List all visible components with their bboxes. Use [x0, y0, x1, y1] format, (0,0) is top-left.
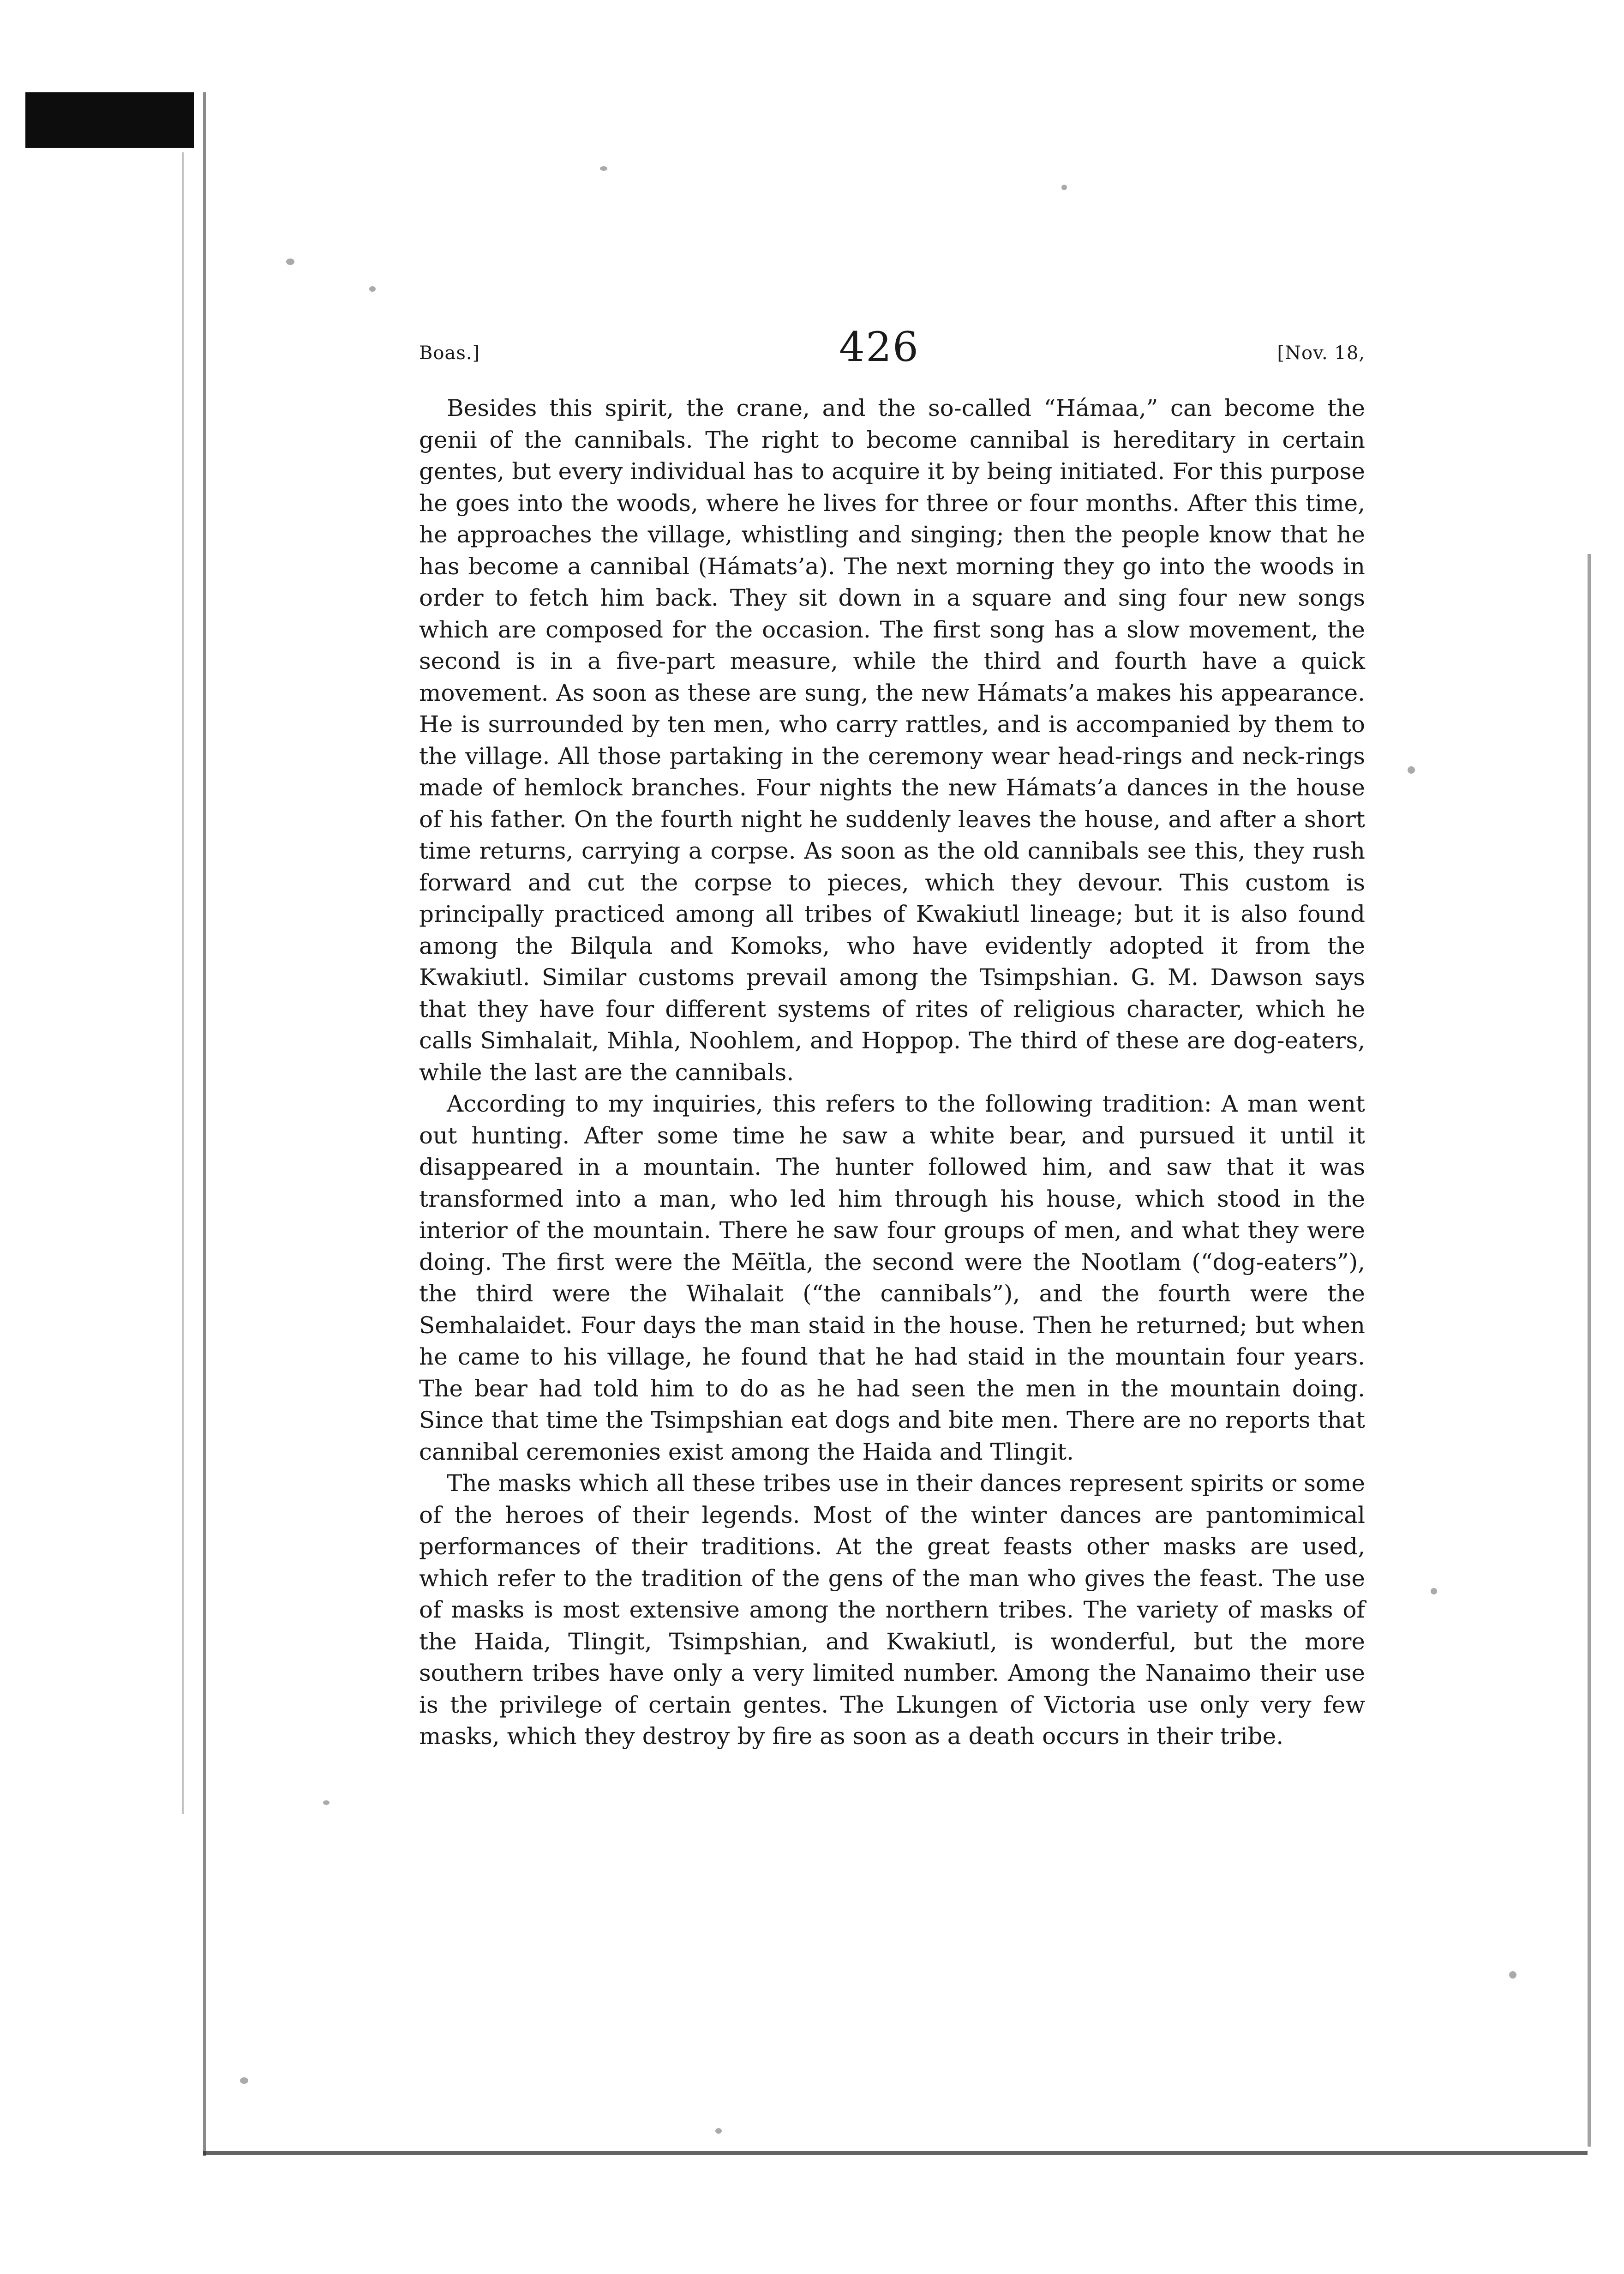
paragraph: Besides this spirit, the crane, and the so-called “Hámaa,” can become the genii of the cannibals. The right to become cannibal is hereditary in certain gentes, but every individual has to acquire it by being initiated. For this purpose he goes into the woods, where he lives for three or four months. After this time, he approaches the village, whistling and singing; then the people know that he has become a cannibal (Hámats’a). The next morning they go into the woods in order to fetch him back. They sit down in a square and sing four new songs which are composed for the occasion. The first song has a slow movement, the second is in a five-part measure, while the third and fourth have a quick movement. As soon as these are sung, the new Hámats’a makes his appearance. He is surrounded by ten men, who carry rattles, and is accompanied by them to the village. All those partaking in the ceremony wear head-rings and neck-rings made of hemlock branches. Four nights the new Hámats’a dances in the house of his father. On the fourth night he suddenly leaves the house, and after a short time returns, carrying a corpse. As soon as the old cannibals see this, they rush forward and cut the corpse to pieces, which they devour. This custom is principally practiced among all tribes of Kwakiutl lineage; but it is also found among the Bilqula and Komoks, who have evidently adopted it from the Kwakiutl. Similar customs prevail among the Tsimpshian. G. M. Dawson says that they have four different systems of rites of religious character, which he calls Simhalait, Mihla, Noohlem, and Hoppop. The third of these are dog-eaters, while the last are the cannibals. [419, 395, 1365, 1086]
scan-edge-mark [25, 92, 194, 148]
right-margin-scan-line [1588, 554, 1591, 2147]
author-running-head: Boas.] [419, 343, 480, 364]
left-margin-scan-line-faint [182, 152, 184, 1814]
scan-speck [369, 286, 376, 292]
date-running-head: [Nov. 18, [1277, 343, 1365, 364]
body-text [419, 392, 1365, 1752]
scan-speck [286, 259, 294, 265]
scan-speck [1061, 185, 1067, 190]
paragraph: The masks which all these tribes use in their dances represent spirits or some of the heroes of their legends. Most of the winter dances are pantomimical performances of their traditions. At the great feasts other masks are used, which refer to the tradition of the gens of the man who gives the feast. The use of masks is most extensive among the northern tribes. The variety of masks of the Haida, Tlingit, Tsimpshian, and Kwakiutl, is wonderful, but the more southern tribes have only a very limited number. Among the Nanaimo their use is the privilege of certain gentes. The Lkungen of Victoria use only very few masks, which they destroy by fire as soon as a death occurs in their tribe. [419, 1470, 1365, 1750]
scan-speck [1431, 1588, 1437, 1594]
scan-speck [323, 1800, 330, 1805]
paragraph: According to my inquiries, this refers to the following tradition: A man went out hunting. After some time he saw a white bear, and pursued it until it disappeared in a mountain. The hunter followed him, and saw that it was transformed into a man, who led him through his house, which stood in the interior of the mountain. There he saw four groups of men, and what they were doing. The first were the Mēïtla, the second were the Nootlam (“dog-eaters”), the third were the Wihalait (“the cannibals”), and the fourth were the Semhalaidet. Four days the man staid in the house. Then he returned; but when he came to his village, he found that he had staid in the mountain four years. The bear had told him to do as he had seen the men in the mountain doing. Since that time the Tsimpshian eat dogs and bite men. There are no reports that cannibal ceremonies exist among the Haida and Tlingit. [419, 1090, 1365, 1465]
scan-speck [715, 2128, 722, 2134]
scan-speck [1408, 766, 1415, 774]
bottom-scan-line [203, 2151, 1588, 2155]
scan-speck [240, 2077, 248, 2084]
scan-speck [600, 166, 607, 171]
page-number: 426 [839, 323, 919, 371]
page-header [419, 323, 1365, 374]
left-margin-scan-line [203, 92, 206, 2156]
scan-speck [1509, 1971, 1516, 1979]
